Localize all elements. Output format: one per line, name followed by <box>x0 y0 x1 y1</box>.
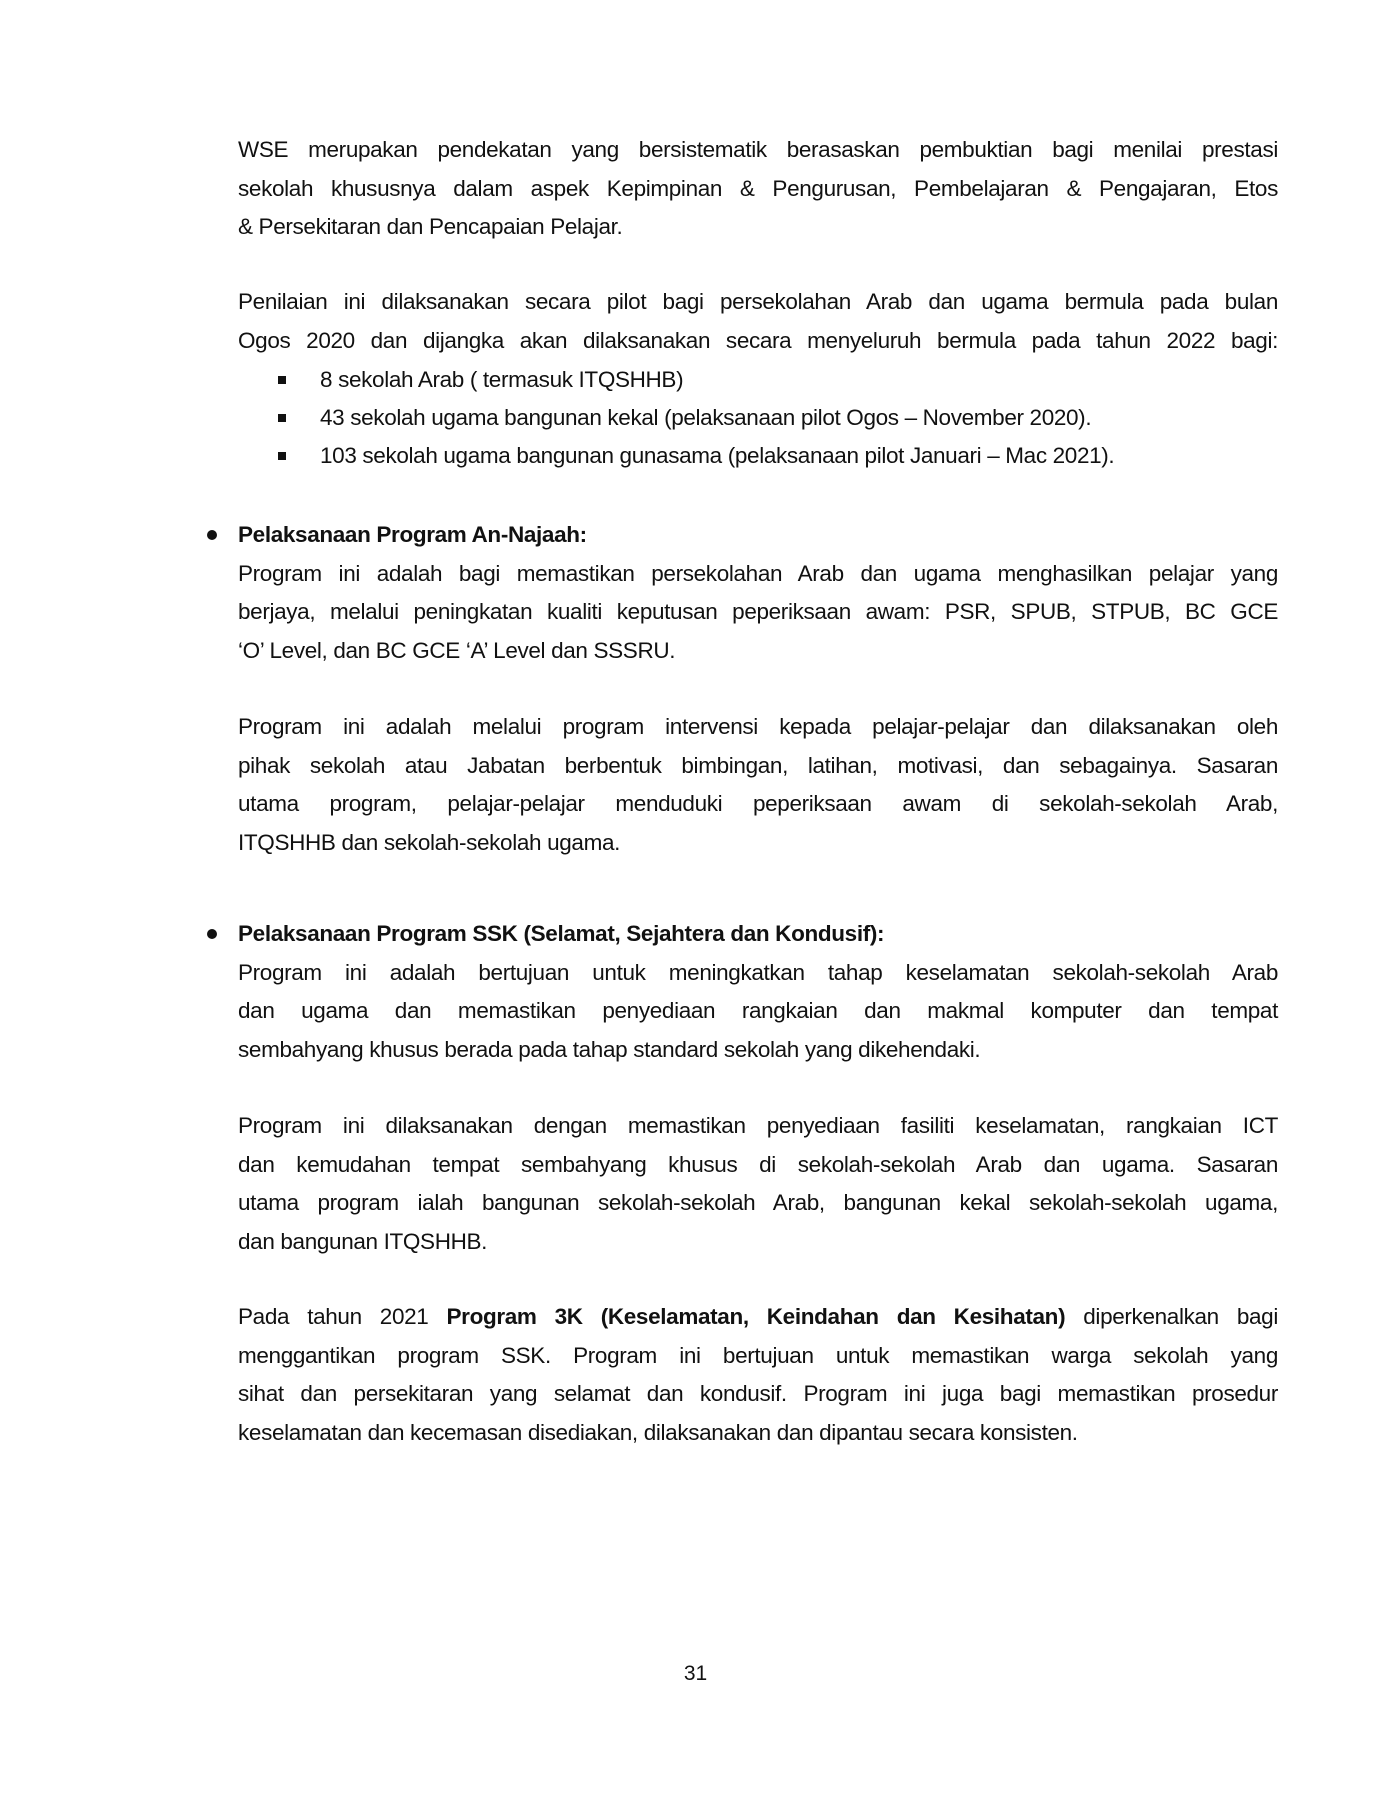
text-run: Pada tahun 2021 <box>238 1304 429 1329</box>
page-number: 31 <box>683 1662 708 1685</box>
text-line: dan kemudahan tempat sembahyang khusus di sekolah-sekolah Arab dan ugama. Sasaran <box>238 1151 1278 1177</box>
text-line: dan ugama dan memastikan penyediaan rangkaian dan makmal komputer dan tempat <box>238 998 1278 1023</box>
text-line: Penilaian ini dilaksanakan secara pilot bagi persekolahan Arab dan ugama bermula pada bulan <box>238 289 1278 314</box>
text-line: Ogos 2020 dan dijangka akan dilaksanakan secara menyeluruh bermula pada tahun 2022 bagi: <box>238 327 1278 353</box>
list-item: 43 sekolah ugama bangunan kekal (pelaksanaan pilot Ogos – November 2020). <box>320 405 1092 430</box>
text-line: pihak sekolah atau Jabatan berbentuk bimbingan, latihan, motivasi, dan sebagainya. Sasaran <box>238 752 1278 778</box>
text-line: sekolah khususnya dalam aspek Kepimpinan & Pengurusan, Pembelajaran & Pengajaran, Etos <box>238 175 1278 201</box>
bullet-dot-icon <box>207 530 217 540</box>
square-bullet-icon <box>278 376 286 384</box>
text-line: sembahyang khusus berada pada tahap standard sekolah yang dikehendaki. <box>238 1036 981 1062</box>
section-heading: Pelaksanaan Program An-Najaah: <box>238 522 587 547</box>
text-line: Program ini adalah bagi memastikan persekolahan Arab dan ugama menghasilkan pelajar yang <box>238 560 1278 586</box>
text-line: berjaya, melalui peningkatan kualiti keputusan peperiksaan awam: PSR, SPUB, STPUB, BC GCE <box>238 599 1278 624</box>
text-line: utama program ialah bangunan sekolah-sekolah Arab, bangunan kekal sekolah-sekolah ugama, <box>238 1190 1278 1215</box>
text-line: Program ini adalah melalui program intervensi kepada pelajar-pelajar dan dilaksanakan oleh <box>238 714 1278 739</box>
list-item: 8 sekolah Arab ( termasuk ITQSHHB) <box>320 367 684 392</box>
paragraph-3k <box>238 1298 1278 1452</box>
paragraph-ssk-2 <box>238 1107 1278 1261</box>
paragraph-najaah-2 <box>238 708 1278 862</box>
text-line: sihat dan persekitaran yang selamat dan kondusif. Program ini juga bagi memastikan prosedur <box>238 1381 1278 1406</box>
text-line: WSE merupakan pendekatan yang bersistematik berasaskan pembuktian bagi menilai prestasi <box>238 137 1278 162</box>
text-line: menggantikan program SSK. Program ini bertujuan untuk memastikan warga sekolah yang <box>238 1342 1278 1368</box>
section-an-najaah <box>238 516 1278 670</box>
text-line: keselamatan dan kecemasan disediakan, dilaksanakan dan dipantau secara konsisten. <box>238 1419 1078 1445</box>
square-bullet-icon <box>278 452 286 460</box>
paragraph-penilaian <box>238 283 1278 360</box>
text-line: Program ini adalah bertujuan untuk meningkatkan tahap keselamatan sekolah-sekolah Arab <box>238 959 1278 985</box>
text-line <box>238 1298 1278 1337</box>
text-line: dan bangunan ITQSHHB. <box>238 1228 488 1254</box>
paragraph-wse <box>238 131 1278 247</box>
section-ssk <box>238 915 1278 1069</box>
text-run: diperkenalkan bagi <box>1083 1304 1278 1329</box>
list-item: 103 sekolah ugama bangunan gunasama (pelaksanaan pilot Januari – Mac 2021). <box>320 443 1115 468</box>
text-line: ‘O’ Level, dan BC GCE ‘A’ Level dan SSSRU. <box>238 637 676 663</box>
text-line: ITQSHHB dan sekolah-sekolah ugama. <box>238 829 621 855</box>
text-line: Program ini dilaksanakan dengan memastikan penyediaan fasiliti keselamatan, rangkaian ICT <box>238 1113 1278 1138</box>
bullet-dot-icon <box>207 929 217 939</box>
text-line: & Persekitaran dan Pencapaian Pelajar. <box>238 214 623 239</box>
program-3k-bold: Program 3K (Keselamatan, Keindahan dan Kesihatan) <box>446 1304 1066 1329</box>
square-bullet-icon <box>278 414 286 422</box>
section-heading: Pelaksanaan Program SSK (Selamat, Sejahtera dan Kondusif): <box>238 921 885 946</box>
text-line: utama program, pelajar-pelajar menduduki peperiksaan awam di sekolah-sekolah Arab, <box>238 791 1278 816</box>
